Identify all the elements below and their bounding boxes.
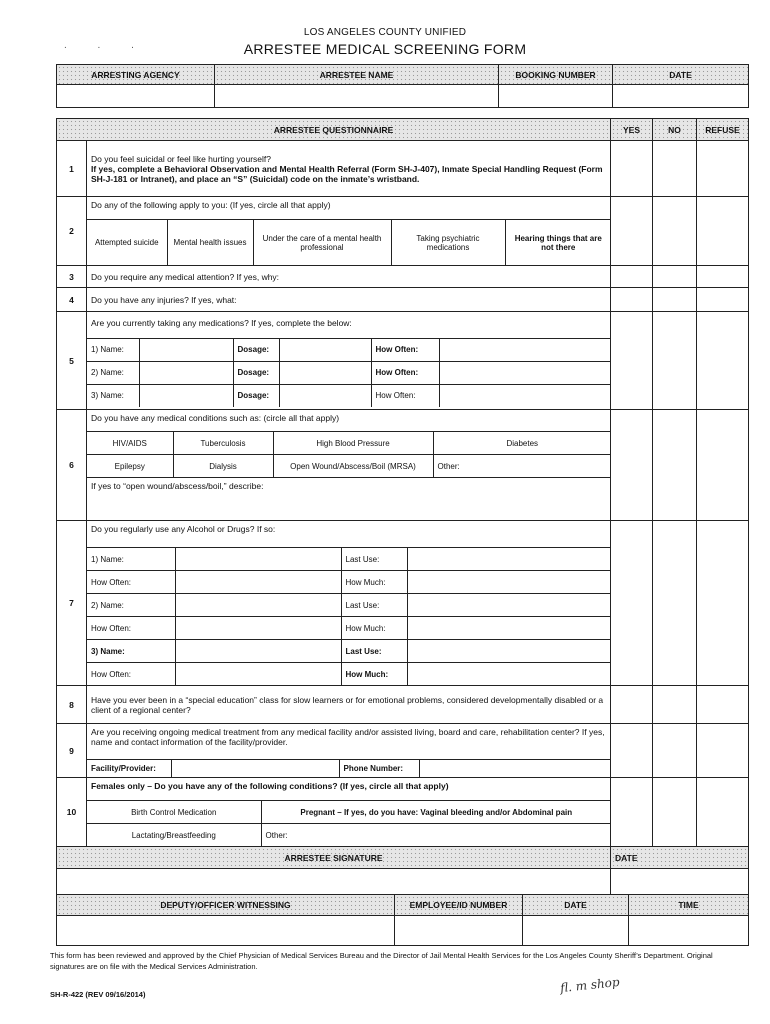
question-number: 10 (57, 778, 87, 847)
option-under-care[interactable]: Under the care of a mental health professional (253, 220, 391, 265)
time-label: TIME (629, 895, 749, 916)
deputy-witnessing-label: DEPUTY/OFFICER WITNESSING (57, 895, 395, 916)
how-much-field[interactable] (407, 571, 611, 594)
substance-name-field[interactable] (175, 640, 341, 663)
form-title: ARRESTEE MEDICAL SCREENING FORM (243, 41, 527, 57)
refuse-checkbox[interactable] (697, 410, 749, 521)
arrestee-signature-label: ARRESTEE SIGNATURE (57, 847, 611, 869)
question-number: 1 (57, 141, 87, 197)
yes-checkbox[interactable] (611, 266, 653, 288)
question-6 (87, 410, 611, 521)
how-much-field[interactable] (407, 663, 611, 686)
last-use-field[interactable] (407, 594, 611, 617)
no-checkbox[interactable] (653, 686, 697, 724)
question-1-text: Do you feel suicidal or feel like hurting yourself? (91, 153, 272, 164)
witness-date-field[interactable] (523, 916, 629, 946)
substance-name-label: 1) Name: (87, 548, 175, 571)
no-checkbox[interactable] (653, 521, 697, 686)
yes-checkbox[interactable] (611, 778, 653, 847)
substance-name-label: 3) Name: (87, 640, 175, 663)
medication-name-label: 1) Name: (87, 339, 139, 362)
last-use-label: Last Use: (341, 548, 407, 571)
yes-checkbox[interactable] (611, 141, 653, 197)
medication-name-field[interactable] (139, 339, 233, 362)
dosage-field[interactable] (279, 361, 371, 384)
yes-checkbox[interactable] (611, 521, 653, 686)
medication-name-field[interactable] (139, 384, 233, 407)
question-10-text: Females only – Do you have any of the following conditions? (If yes, circle all that apply) (87, 778, 610, 801)
substance-use-table (87, 548, 611, 685)
no-header: NO (653, 119, 697, 141)
how-often-field[interactable] (439, 384, 611, 407)
substance-how-often-field[interactable] (175, 571, 341, 594)
arresting-agency-field[interactable] (57, 85, 215, 108)
option-lactating[interactable]: Lactating/Breastfeeding (87, 824, 261, 847)
deputy-witnessing-field[interactable] (57, 916, 395, 946)
medication-name-field[interactable] (139, 361, 233, 384)
substance-how-often-label: How Often: (87, 617, 175, 640)
date-label: DATE (613, 65, 749, 85)
substance-name-field[interactable] (175, 548, 341, 571)
employee-id-field[interactable] (395, 916, 523, 946)
question-1 (87, 141, 611, 197)
last-use-label: Last Use: (341, 594, 407, 617)
dosage-field[interactable] (279, 339, 371, 362)
facility-field[interactable] (171, 760, 339, 777)
yes-checkbox[interactable] (611, 197, 653, 266)
handwritten-note: fl. m shop (559, 974, 621, 996)
form-number: SH-R-422 (REV 09/16/2014) (50, 990, 146, 999)
witness-table (56, 894, 749, 946)
condition-dialysis[interactable]: Dialysis (173, 455, 273, 478)
conditions-table (87, 432, 611, 478)
question-2 (87, 197, 611, 266)
question-number: 3 (57, 266, 87, 288)
dosage-label: Dosage: (233, 339, 279, 362)
question-number: 5 (57, 312, 87, 410)
how-often-field[interactable] (439, 339, 611, 362)
refuse-checkbox[interactable] (697, 197, 749, 266)
no-checkbox[interactable] (653, 312, 697, 410)
question-number: 6 (57, 410, 87, 521)
how-often-field[interactable] (439, 361, 611, 384)
medication-name-label: 3) Name: (87, 384, 139, 407)
refuse-checkbox[interactable] (697, 141, 749, 197)
condition-diabetes[interactable]: Diabetes (433, 432, 611, 455)
condition-high-blood-pressure[interactable]: High Blood Pressure (273, 432, 433, 455)
yes-checkbox[interactable] (611, 686, 653, 724)
booking-number-field[interactable] (499, 85, 613, 108)
option-mental-health-issues[interactable]: Mental health issues (167, 220, 253, 265)
yes-header: YES (611, 119, 653, 141)
option-pregnant[interactable]: Pregnant – If yes, do you have: Vaginal bleeding and/or Abdominal pain (261, 801, 611, 824)
condition-other[interactable]: Other: (433, 455, 611, 478)
question-9-text: Are you receiving ongoing medical treatment from any medical facility and/or assisted living, board and care, rehabilitation center? If yes, name and contact information of the facility/provider. (87, 724, 610, 760)
condition-hiv-aids[interactable]: HIV/AIDS (87, 432, 173, 455)
no-checkbox[interactable] (653, 410, 697, 521)
refuse-checkbox[interactable] (697, 724, 749, 778)
question-8-text: Have you ever been in a “special education” class for slow learners or for emotional problems, considered developmentally disabled or a client of a regional center? (87, 686, 611, 724)
condition-open-wound[interactable]: Open Wound/Abscess/Boil (MRSA) (273, 455, 433, 478)
no-checkbox[interactable] (653, 778, 697, 847)
scan-specks: . . . (64, 40, 148, 51)
questionnaire-title: ARRESTEE QUESTIONNAIRE (57, 119, 611, 141)
yes-checkbox[interactable] (611, 724, 653, 778)
facility-label: Facility/Provider: (87, 760, 171, 777)
yes-checkbox[interactable] (611, 312, 653, 410)
substance-how-often-field[interactable] (175, 663, 341, 686)
condition-epilepsy[interactable]: Epilepsy (87, 455, 173, 478)
arrestee-name-label: ARRESTEE NAME (215, 65, 499, 85)
witness-date-label: DATE (523, 895, 629, 916)
arresting-agency-label: ARRESTING AGENCY (57, 65, 215, 85)
question-number: 2 (57, 197, 87, 266)
no-checkbox[interactable] (653, 197, 697, 266)
question-7 (87, 521, 611, 686)
how-much-label: How Much: (341, 571, 407, 594)
question-1-instructions: If yes, complete a Behavioral Observation and Mental Health Referral (Form SH-J-407), Inmate Special Handling Request (Form SH-J-181 or Intranet), and place an “S” (Suicidal) code on the inmate’s wristband. (91, 163, 603, 184)
arrestee-name-field[interactable] (215, 85, 499, 108)
medication-name-label: 2) Name: (87, 361, 139, 384)
question-6-text: Do you have any medical conditions such as: (circle all that apply) (87, 410, 610, 432)
identification-table (56, 64, 749, 108)
question-5 (87, 312, 611, 410)
how-often-label: How Often: (371, 384, 439, 407)
refuse-checkbox[interactable] (697, 288, 749, 312)
questionnaire-table (56, 118, 749, 903)
substance-how-often-label: How Often: (87, 571, 175, 594)
question-number: 9 (57, 724, 87, 778)
option-other[interactable]: Other: (261, 824, 611, 847)
how-often-label: How Often: (371, 339, 439, 362)
date-field[interactable] (613, 85, 749, 108)
substance-how-often-field[interactable] (175, 617, 341, 640)
no-checkbox[interactable] (653, 141, 697, 197)
employee-id-label: EMPLOYEE/ID NUMBER (395, 895, 523, 916)
time-field[interactable] (629, 916, 749, 946)
substance-name-field[interactable] (175, 594, 341, 617)
female-conditions-table (87, 801, 611, 846)
question-number: 7 (57, 521, 87, 686)
phone-label: Phone Number: (339, 760, 419, 777)
question-9 (87, 724, 611, 778)
refuse-checkbox[interactable] (697, 686, 749, 724)
how-much-label: How Much: (341, 663, 407, 686)
question-3-text: Do you require any medical attention? If yes, why: (87, 266, 611, 288)
option-attempted-suicide[interactable]: Attempted suicide (87, 220, 167, 265)
question-10 (87, 778, 611, 847)
no-checkbox[interactable] (653, 266, 697, 288)
open-wound-describe[interactable]: If yes to “open wound/abscess/boil,” describe: (91, 481, 264, 491)
last-use-field[interactable] (407, 640, 611, 663)
question-7-text: Do you regularly use any Alcohol or Drugs? If so: (87, 521, 610, 548)
how-much-field[interactable] (407, 617, 611, 640)
how-often-label: How Often: (371, 361, 439, 384)
yes-checkbox[interactable] (611, 410, 653, 521)
substance-how-often-label: How Often: (87, 663, 175, 686)
question-number: 8 (57, 686, 87, 724)
question-2-options (87, 220, 611, 265)
refuse-checkbox[interactable] (697, 266, 749, 288)
facility-table (87, 760, 611, 777)
refuse-checkbox[interactable] (697, 521, 749, 686)
question-number: 4 (57, 288, 87, 312)
refuse-checkbox[interactable] (697, 778, 749, 847)
county-heading: LOS ANGELES COUNTY UNIFIED (303, 27, 467, 38)
option-psychiatric-meds[interactable]: Taking psychiatric medications (391, 220, 505, 265)
refuse-header: REFUSE (697, 119, 749, 141)
booking-number-label: BOOKING NUMBER (499, 65, 613, 85)
phone-field[interactable] (419, 760, 611, 777)
dosage-label: Dosage: (233, 361, 279, 384)
last-use-field[interactable] (407, 548, 611, 571)
signature-date-label: DATE (611, 847, 749, 869)
dosage-field[interactable] (279, 384, 371, 407)
approval-note: This form has been reviewed and approved by the Chief Physician of Medical Services Bureau and the Director of Jail Mental Health Services for the Los Angeles County Sheriff’s Department. Original signatures are on file with the Medical Services Administration. (50, 951, 713, 971)
no-checkbox[interactable] (653, 724, 697, 778)
condition-tuberculosis[interactable]: Tuberculosis (173, 432, 273, 455)
option-birth-control[interactable]: Birth Control Medication (87, 801, 261, 824)
option-hearing-things[interactable]: Hearing things that are not there (505, 220, 611, 265)
medications-table (87, 339, 611, 407)
question-4-text: Do you have any injuries? If yes, what: (87, 288, 611, 312)
question-2-text: Do any of the following apply to you: (If yes, circle all that apply) (87, 197, 610, 220)
yes-checkbox[interactable] (611, 288, 653, 312)
question-5-text: Are you currently taking any medications? If yes, complete the below: (87, 315, 610, 339)
dosage-label: Dosage: (233, 384, 279, 407)
refuse-checkbox[interactable] (697, 312, 749, 410)
how-much-label: How Much: (341, 617, 407, 640)
last-use-label: Last Use: (341, 640, 407, 663)
substance-name-label: 2) Name: (87, 594, 175, 617)
no-checkbox[interactable] (653, 288, 697, 312)
